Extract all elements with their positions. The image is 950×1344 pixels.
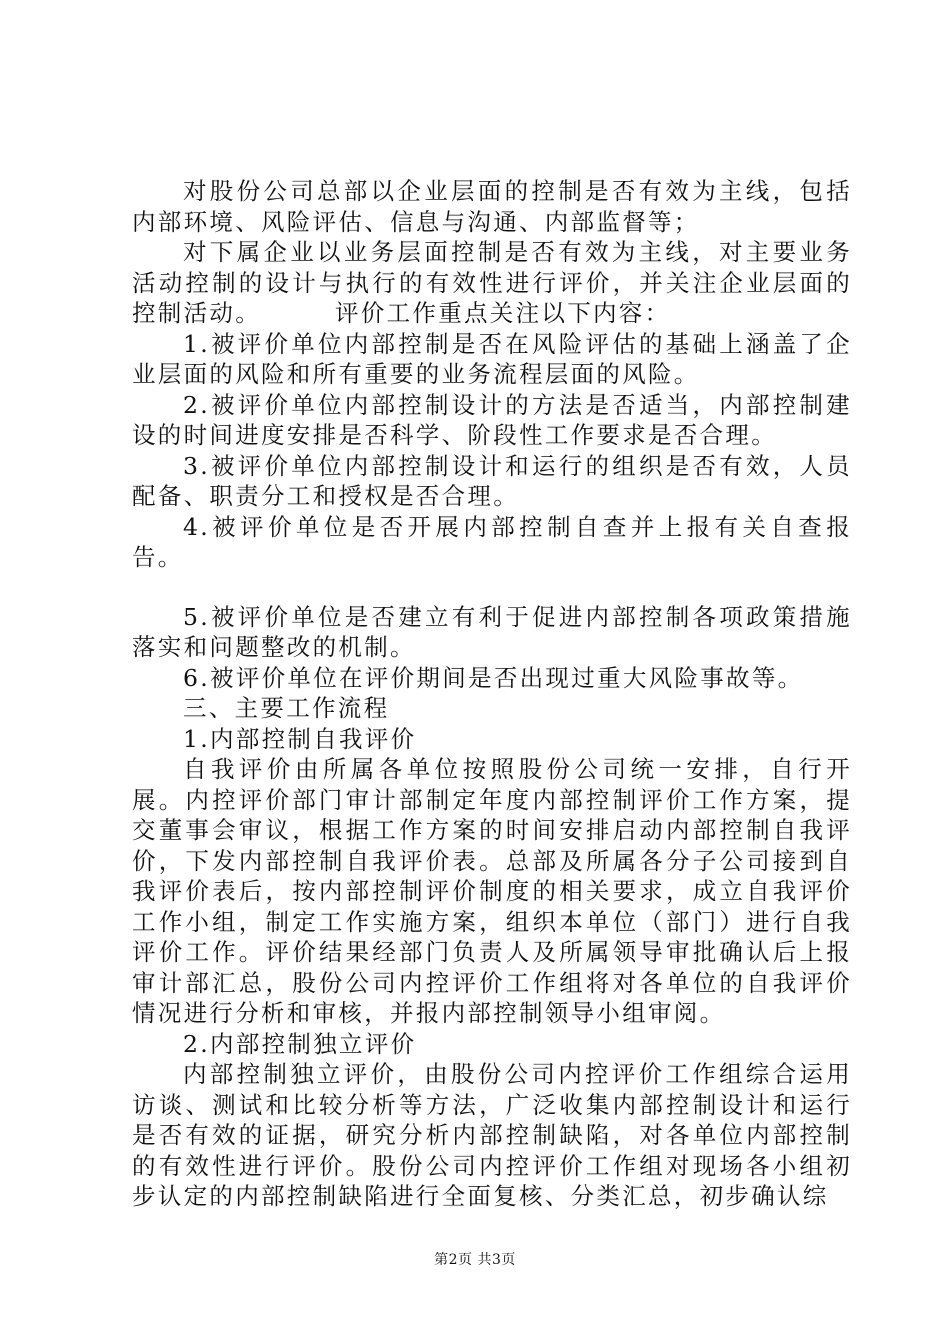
list-item-4: 4.被评价单位是否开展内部控制自查并上报有关自查报告。 bbox=[132, 512, 852, 571]
subheading-self-evaluation: 1.内部控制自我评价 bbox=[183, 724, 417, 753]
page-number-footer: 第2页 共3页 bbox=[434, 1252, 516, 1268]
list-item-1: 1.被评价单位内部控制是否在风险评估的基础上涵盖了企业层面的风险和所有重要的业务流程层面的风险。 bbox=[132, 329, 852, 388]
section-heading-3: 三、主要工作流程 bbox=[183, 694, 390, 722]
paragraph-independent-evaluation: 内部控制独立评价，由股份公司内控评价工作组综合运用访谈、测试和比较分析等方法，广泛收集内部控制设计和运行是否有效的证据，研究分析内部控制缺陷，对各单位内部控制的有效性进行评价。股份公司内控评价工作组对现场各小组初步认定的内部控制缺陷进行全面复核、分类汇总，初步确认综 bbox=[132, 1060, 852, 1210]
list-item-2: 2.被评价单位内部控制设计的方法是否适当，内部控制建设的时间进度安排是否科学、阶段性工作要求是否合理。 bbox=[132, 390, 852, 449]
list-item-3: 3.被评价单位内部控制设计和运行的组织是否有效，人员配备、职责分工和授权是否合理。 bbox=[132, 451, 852, 510]
paragraph-headquarters-control: 对股份公司总部以企业层面的控制是否有效为主线，包括内部环境、风险评估、信息与沟通、内部监督等； bbox=[132, 177, 852, 236]
list-item-6: 6.被评价单位在评价期间是否出现过重大风险事故等。 bbox=[183, 663, 804, 692]
paragraph-focus-intro: 评价工作重点关注以下内容： bbox=[335, 299, 671, 327]
list-item-5: 5.被评价单位是否建立有利于促进内部控制各项政策措施落实和问题整改的机制。 bbox=[132, 602, 852, 661]
paragraph-subsidiary-control bbox=[132, 237, 852, 329]
subheading-independent-evaluation: 2.内部控制独立评价 bbox=[183, 1029, 417, 1058]
paragraph-self-evaluation: 自我评价由所属各单位按照股份公司统一安排，自行开展。内控评价部门审计部制定年度内部控制评价工作方案，提交董事会审议，根据工作方案的时间安排启动内部控制自我评价，下发内部控制自我评价表。总部及所属各分子公司接到自我评价表后，按内部控制评价制度的相关要求，成立自我评价工作小组，制定工作实施方案，组织本单位（部门）进行自我评价工作。评价结果经部门负责人及所属领导审批确认后上报审计部汇总，股份公司内控评价工作组将对各单位的自我评价情况进行分析和审核，并报内部控制领导小组审阅。 bbox=[132, 755, 852, 1027]
paragraph-subsidiary-text: 对下属企业以业务层面控制是否有效为主线，对主要业务活动控制的设计与执行的有效性进行评价，并关注企业层面的控制活动。 bbox=[132, 238, 852, 327]
document-body bbox=[132, 176, 852, 1212]
